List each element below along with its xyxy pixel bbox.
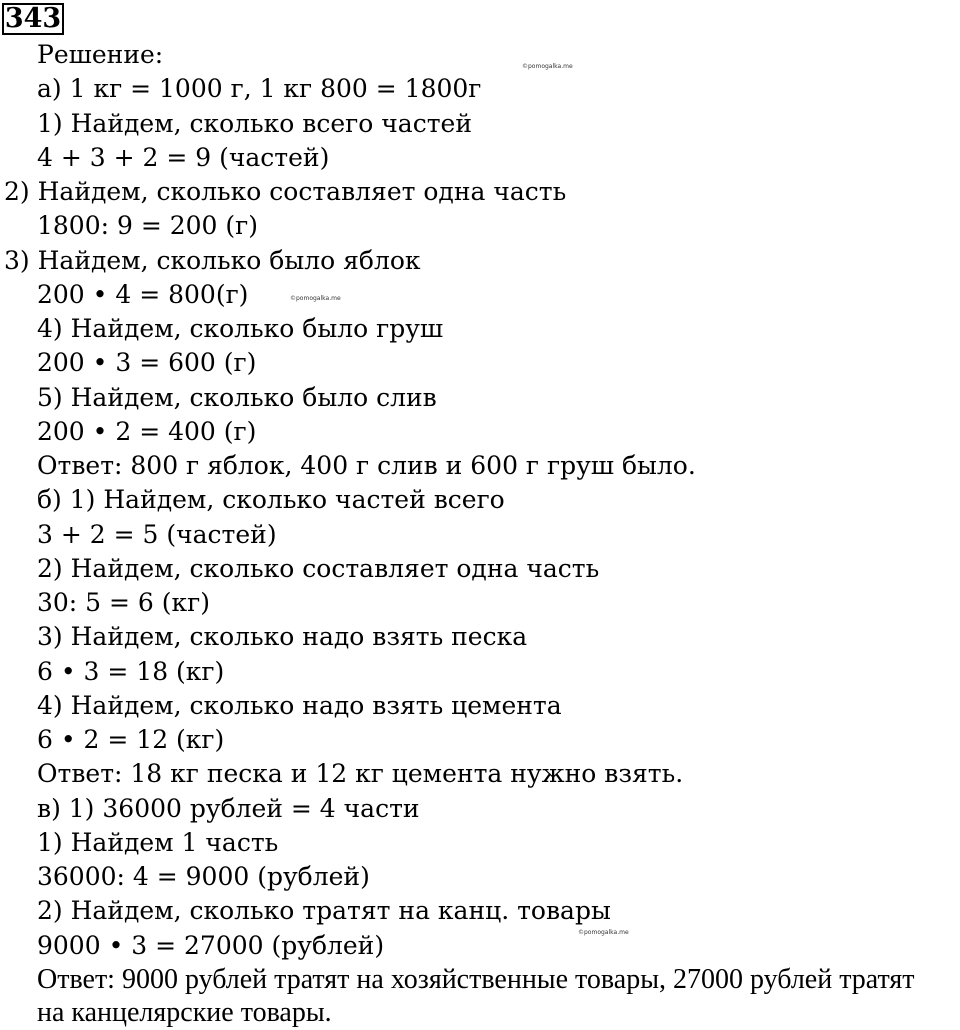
final-answer-line: Ответ: 9000 рублей тратят на хозяйственные товары, 27000 рублей тратят — [37, 964, 915, 995]
solution-line: 2) Найдем, сколько тратят на канц. товары — [37, 896, 611, 925]
solution-line: 6 • 2 = 12 (кг) — [37, 725, 225, 754]
solution-line: 4 + 3 + 2 = 9 (частей) — [37, 143, 330, 172]
solution-line: 4) Найдем, сколько надо взять цемента — [37, 691, 562, 720]
solution-line: 200 • 3 = 600 (г) — [37, 348, 257, 377]
answer-line: Ответ: 18 кг песка и 12 кг цемента нужно взять. — [37, 759, 684, 788]
solution-heading: Решение: — [37, 40, 164, 69]
solution-line: 1) Найдем 1 часть — [37, 828, 279, 857]
solution-line: 6 • 3 = 18 (кг) — [37, 657, 225, 686]
solution-line: 4) Найдем, сколько было груш — [37, 314, 444, 343]
solution-line: 200 • 4 = 800(г) — [37, 280, 249, 309]
solution-line: 5) Найдем, сколько было слив — [37, 383, 437, 412]
answer-line: Ответ: 800 г яблок, 400 г слив и 600 г груш было. — [37, 451, 696, 480]
problem-number-box: 343 — [2, 3, 64, 35]
final-answer-line: на канцелярские товары. — [37, 997, 332, 1028]
solution-line: а) 1 кг = 1000 г, 1 кг 800 = 1800г — [37, 74, 482, 103]
solution-line: 200 • 2 = 400 (г) — [37, 417, 257, 446]
solution-line: 36000: 4 = 9000 (рублей) — [37, 862, 370, 891]
solution-line: 3) Найдем, сколько надо взять песка — [37, 622, 528, 651]
solution-line: 30: 5 = 6 (кг) — [37, 588, 211, 617]
solution-line: б) 1) Найдем, сколько частей всего — [37, 485, 505, 514]
solution-line: 9000 • 3 = 27000 (рублей) — [37, 931, 385, 960]
solution-line: в) 1) 36000 рублей = 4 части — [37, 794, 420, 823]
solution-line: 2) Найдем, сколько составляет одна часть — [37, 554, 600, 583]
watermark: ©pomogalka.me — [522, 63, 573, 70]
watermark: ©pomogalka.me — [290, 295, 341, 302]
solution-line: 2) Найдем, сколько составляет одна часть — [4, 177, 567, 206]
solution-line: 3 + 2 = 5 (частей) — [37, 520, 277, 549]
solution-line: 3) Найдем, сколько было яблок — [4, 246, 421, 275]
solution-line: 1800: 9 = 200 (г) — [37, 211, 259, 240]
watermark: ©pomogalka.me — [578, 929, 629, 936]
solution-line: 1) Найдем, сколько всего частей — [37, 109, 472, 138]
